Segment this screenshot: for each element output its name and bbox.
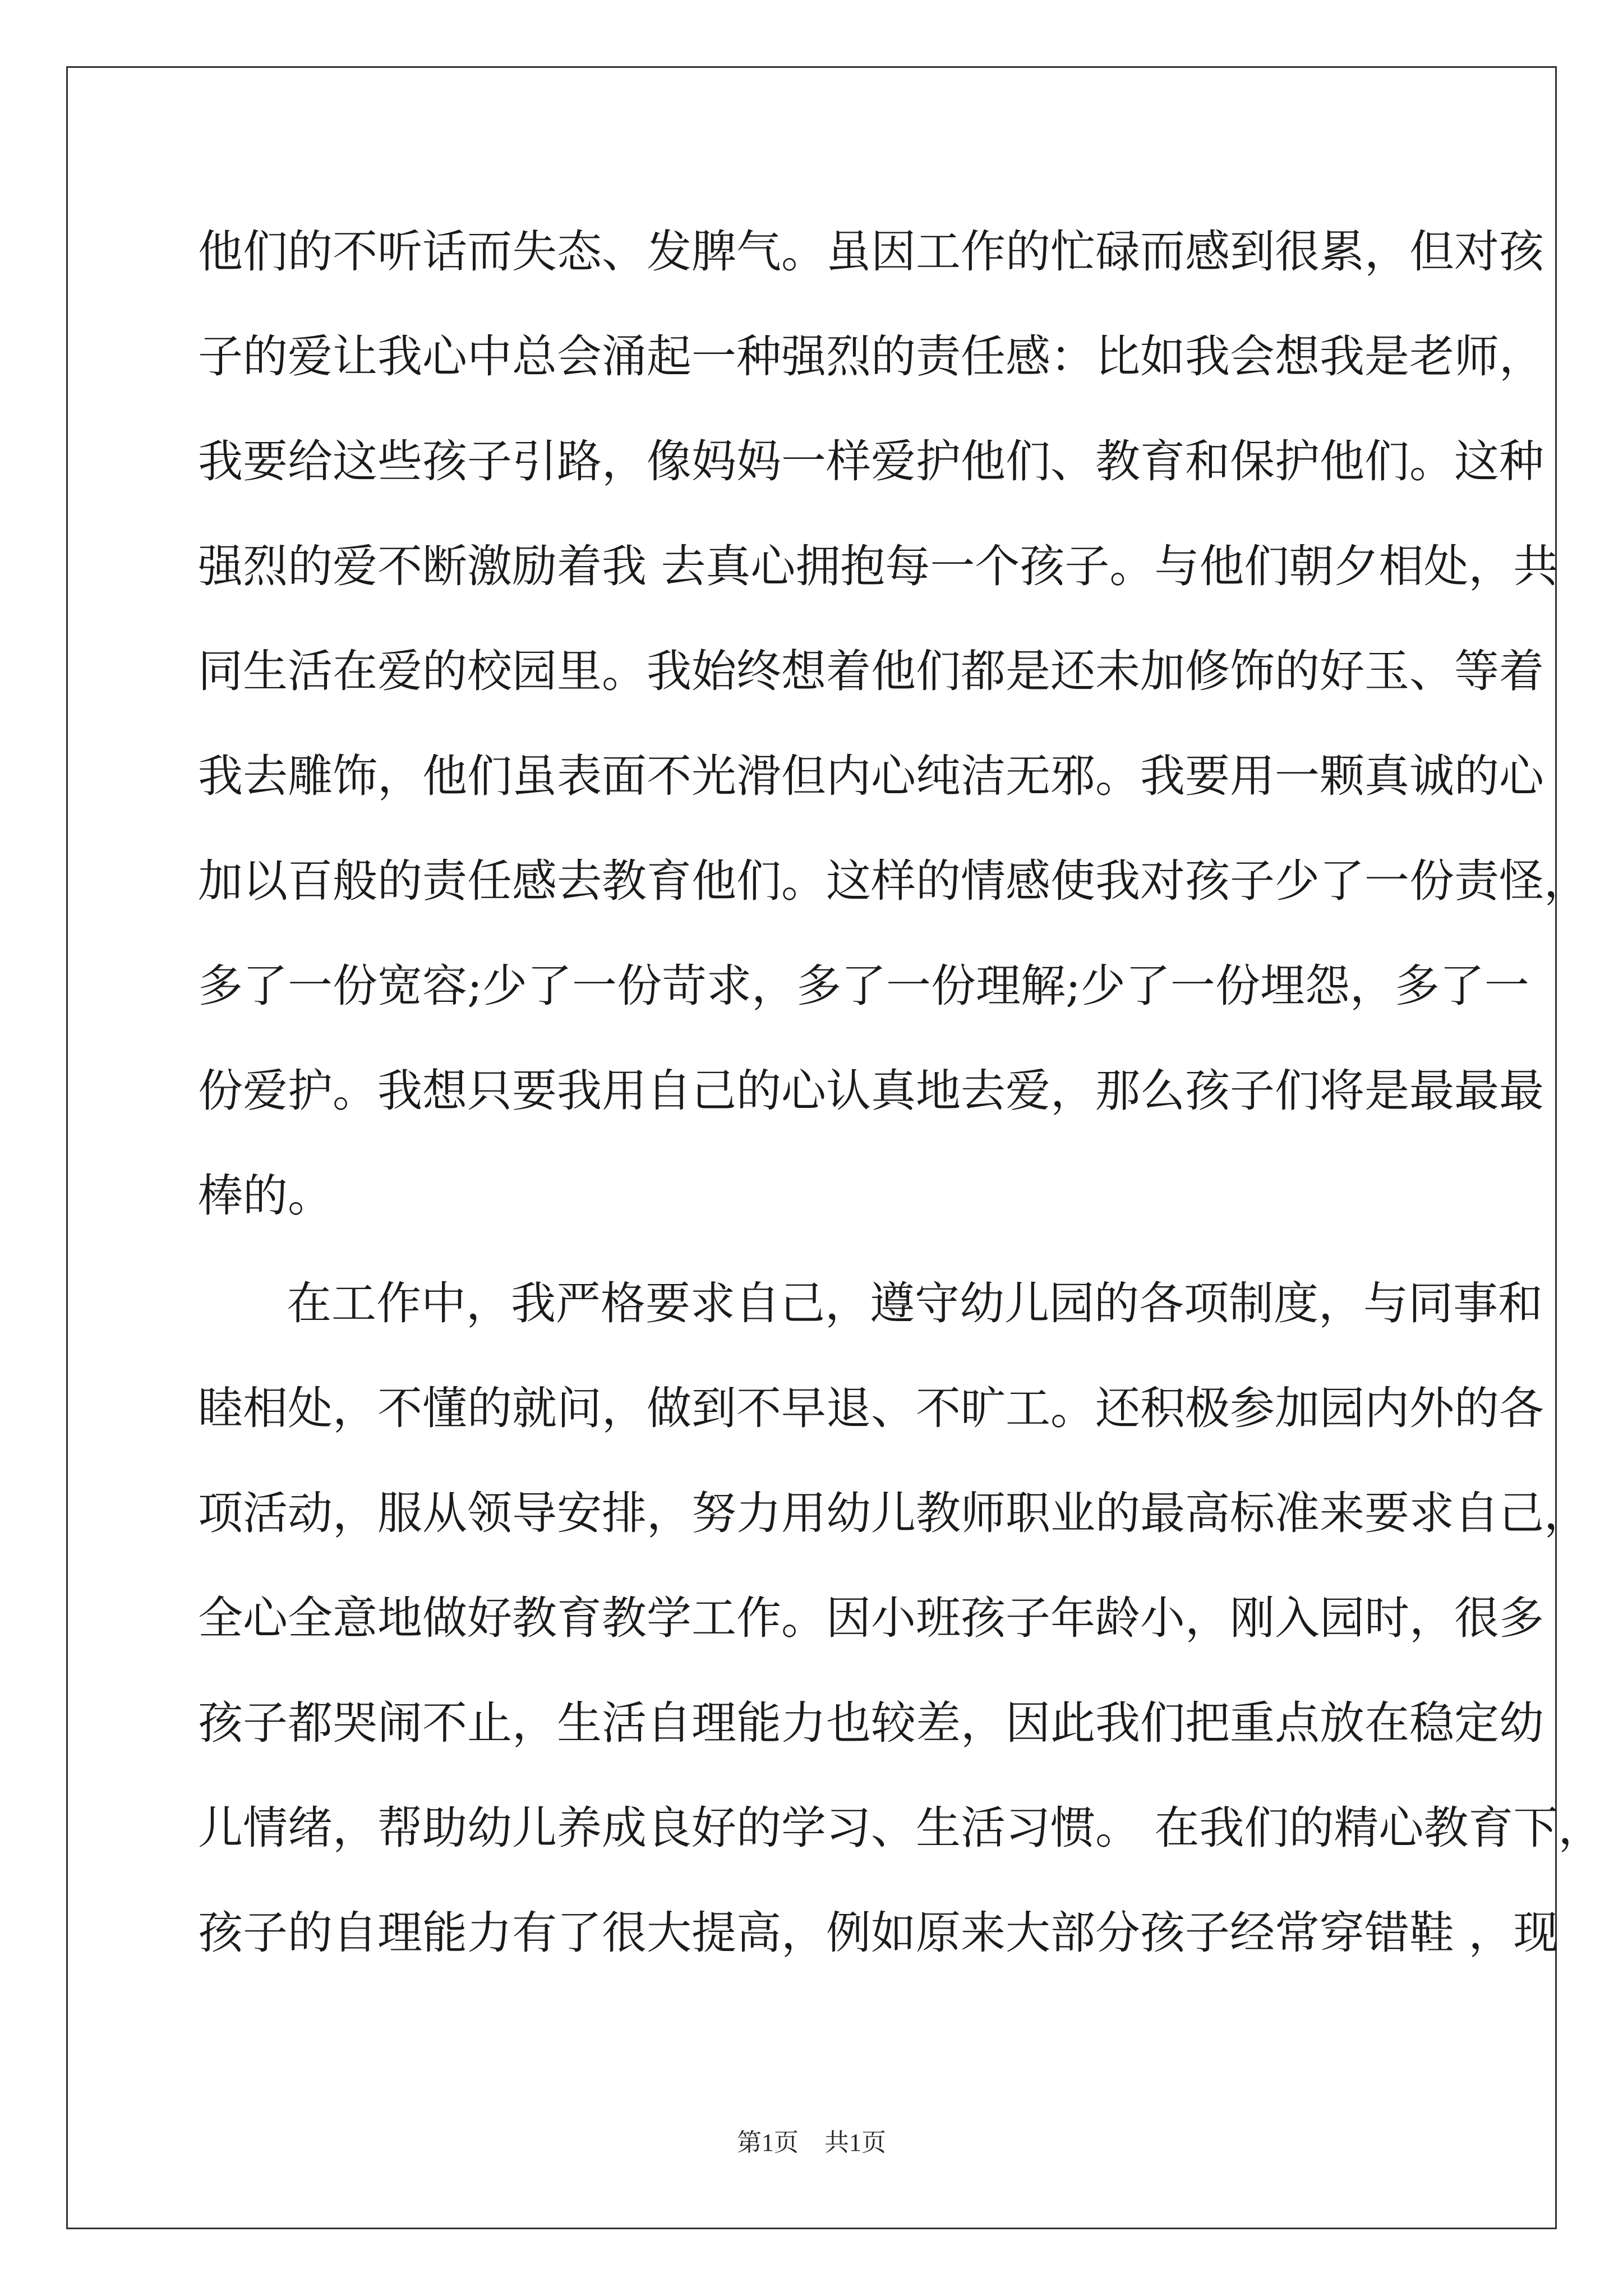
text-line: 孩子都哭闹不止，生活自理能力也较差，因此我们把重点放在稳定幼 (198, 1697, 1544, 1749)
text-line: 睦相处，不懂的就问，做到不早退、不旷工。还积极参加园内外的各 (198, 1382, 1544, 1434)
text-line: 同生活在爱的校园里。我始终想着他们都是还未加修饰的好玉、等着 (198, 645, 1544, 697)
text-line: 子的爱让我心中总会涌起一种强烈的责任感：比如我会想我是老师， (198, 330, 1544, 383)
page-footer (0, 2126, 1623, 2160)
text-line: 我去雕饰，他们虽表面不光滑但内心纯洁无邪。我要用一颗真诚的心 (198, 750, 1544, 802)
text-line: 儿情绪，帮助幼儿养成良好的学习、生活习惯。 在我们的精心教育下， (198, 1802, 1603, 1854)
text-line: 多了一份宽容;少了一份苛求，多了一份理解;少了一份埋怨，多了一 (198, 960, 1529, 1012)
text-line: 孩子的自理能力有了很大提高，例如原来大部分孩子经常穿错鞋 ，现 (198, 1907, 1559, 1959)
text-line: 份爱护。我想只要我用自己的心认真地去爱，那么孩子们将是最最最 (198, 1065, 1544, 1117)
text-line: 棒的。 (198, 1170, 333, 1222)
text-line: 加以百般的责任感去教育他们。这样的情感使我对孩子少了一份责怪， (198, 855, 1589, 907)
text-line: 强烈的爱不断激励着我 去真心拥抱每一个孩子。与他们朝夕相处，共 (198, 540, 1559, 592)
text-line: 项活动，服从领导安排，努力用幼儿教师职业的最高标准来要求自己， (198, 1487, 1589, 1539)
text-line: 他们的不听话而失态、发脾气。虽因工作的忙碌而感到很累，但对孩 (198, 226, 1544, 278)
text-line: 在工作中，我严格要求自己，遵守幼儿园的各项制度，与同事和 (287, 1277, 1543, 1329)
text-line: 全心全意地做好教育教学工作。因小班孩子年龄小，刚入园时，很多 (198, 1592, 1544, 1644)
total-pages: 共1页 (824, 2129, 886, 2156)
current-page-number: 第1页 (737, 2129, 799, 2156)
text-line: 我要给这些孩子引路，像妈妈一样爱护他们、教育和保护他们。这种 (198, 435, 1544, 487)
body-text (198, 204, 1603, 1990)
